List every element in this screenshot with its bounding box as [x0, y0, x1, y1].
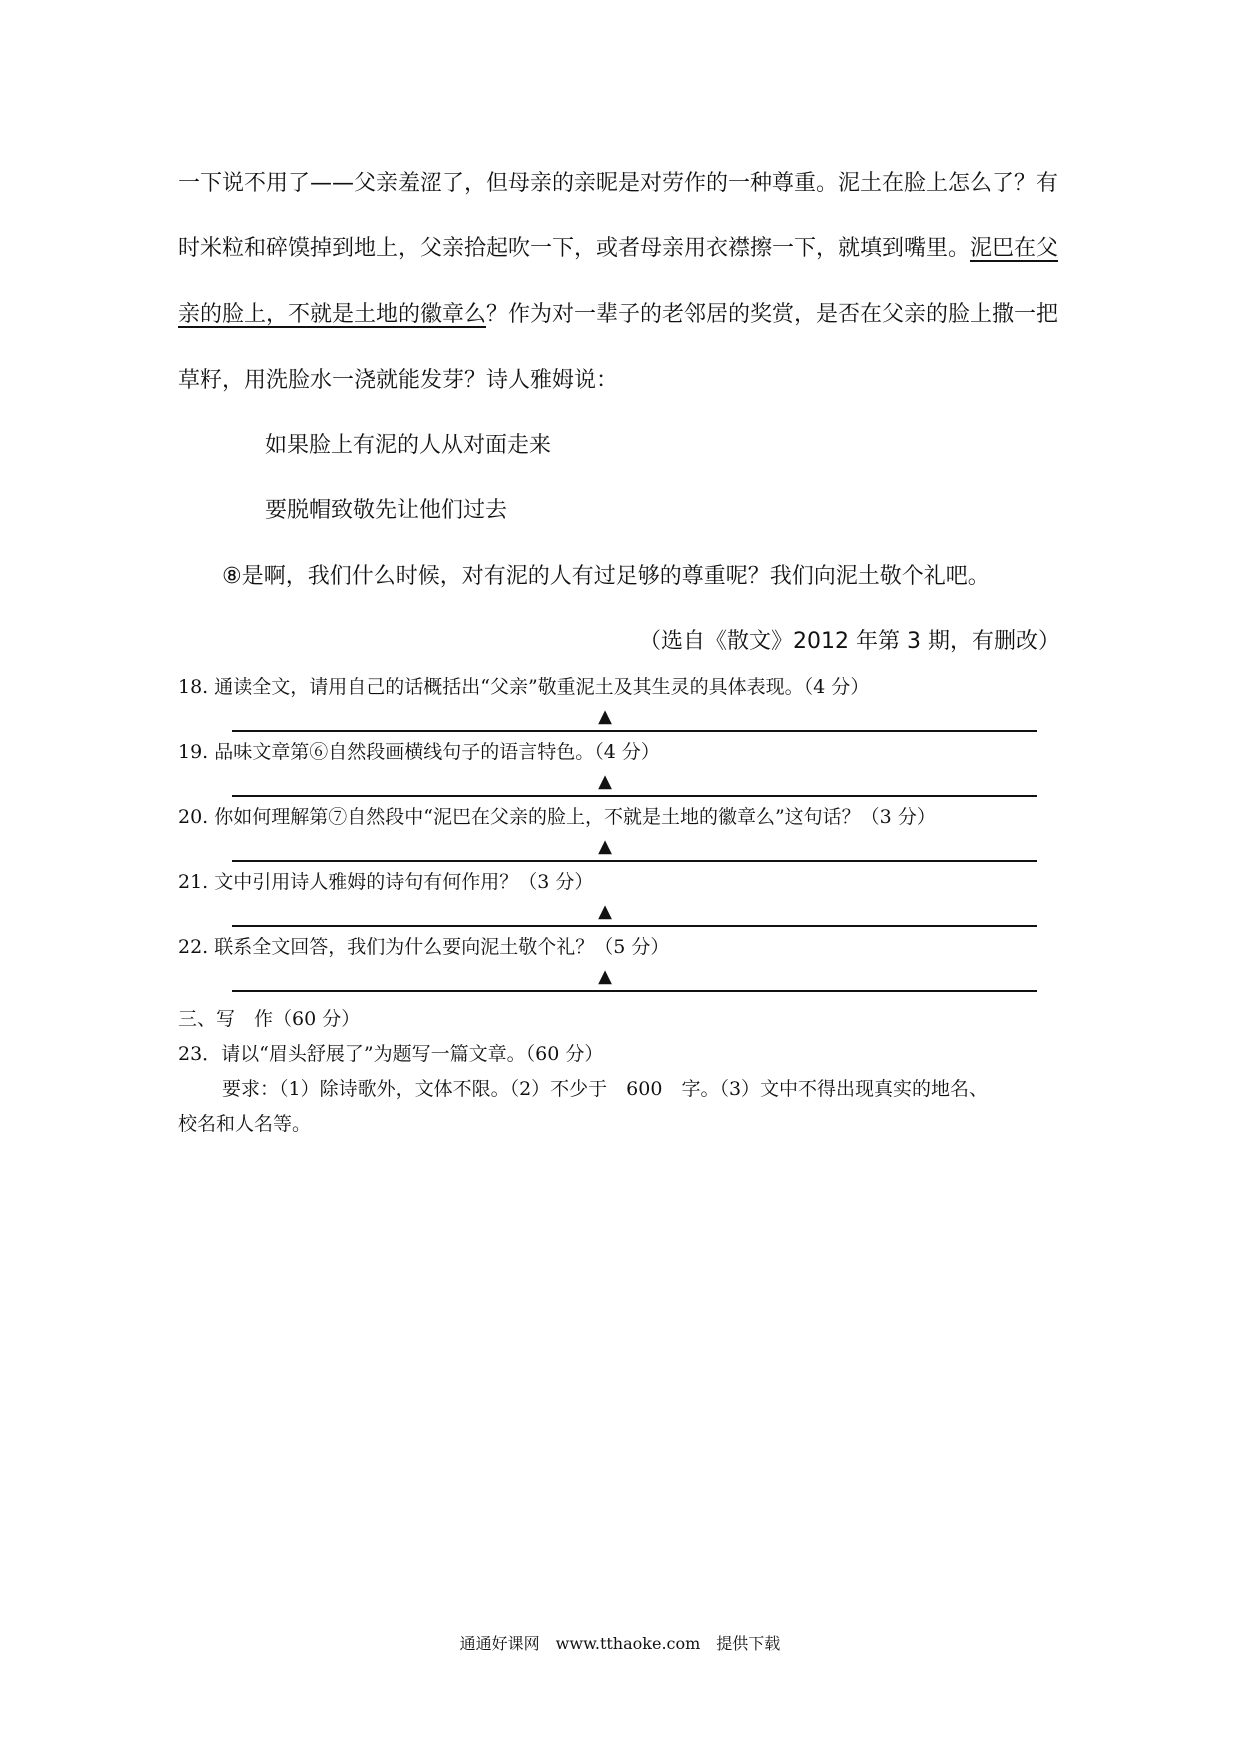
question-18: 18. 通读全文，请用自己的话概括出“父亲”敬重泥土及其生灵的具体表现。（4 分） [178, 676, 870, 698]
question-19: 19. 品味文章第⑥自然段画横线句子的语言特色。（4 分） [178, 741, 660, 763]
answer-line-20[interactable] [232, 860, 1037, 862]
question-21: 21. 文中引用诗人雅姆的诗句有何作用？（3 分） [178, 871, 594, 893]
underlined-sentence-start: 泥巴在父 [970, 236, 1059, 261]
answer-line-18[interactable] [232, 730, 1037, 732]
writing-requirements-line-1: 要求：（1）除诗歌外，文体不限。（2）不少于 600 字。（3）文中不得出现真实的地名、 [222, 1078, 989, 1100]
answer-marker-18: ▲ [598, 706, 612, 727]
passage-line-4: 草籽，用洗脸水一浇就能发芽？诗人雅姆说： [178, 368, 619, 393]
answer-marker-21: ▲ [598, 901, 612, 922]
answer-line-19[interactable] [232, 795, 1037, 797]
paragraph-8: ⑧是啊，我们什么时候，对有泥的人有过足够的尊重呢？我们向泥土敬个礼吧。 [222, 564, 990, 589]
poem-line-2: 要脱帽致敬先让他们过去 [265, 498, 508, 523]
question-20: 20. 你如何理解第⑦自然段中“泥巴在父亲的脸上，不就是土地的徽章么”这句话？（3 分） [178, 806, 936, 828]
passage-line-3-text: ？作为对一辈子的老邻居的奖赏，是否在父亲的脸上撒一把 [486, 302, 1059, 327]
answer-marker-20: ▲ [598, 836, 612, 857]
passage-line-3 [178, 297, 1058, 333]
passage-line-2 [178, 231, 1058, 267]
poem-line-1: 如果脸上有泥的人从对面走来 [265, 433, 552, 458]
answer-line-21[interactable] [232, 925, 1037, 927]
passage-line-2-text: 时米粒和碎馍掉到地上，父亲拾起吹一下，或者母亲用衣襟擦一下，就填到嘴里。 [178, 236, 971, 261]
writing-requirements-line-2: 校名和人名等。 [178, 1113, 312, 1135]
source-citation: （选自《散文》2012 年第 3 期，有删改） [639, 629, 1060, 654]
answer-marker-22: ▲ [598, 966, 612, 987]
answer-line-22[interactable] [232, 990, 1037, 992]
writing-section-heading: 三、写 作（60 分） [178, 1008, 361, 1030]
page-footer: 通通好课网 www.tthaoke.com 提供下载 [459, 1634, 781, 1653]
passage-line-1: 一下说不用了——父亲羞涩了，但母亲的亲昵是对劳作的一种尊重。泥土在脸上怎么了？有 [178, 171, 1059, 196]
answer-marker-19: ▲ [598, 771, 612, 792]
question-22: 22. 联系全文回答，我们为什么要向泥土敬个礼？（5 分） [178, 936, 670, 958]
writing-prompt: 23．请以“眉头舒展了”为题写一篇文章。（60 分） [178, 1043, 604, 1065]
underlined-sentence-end: 亲的脸上，不就是土地的徽章么 [178, 302, 487, 327]
